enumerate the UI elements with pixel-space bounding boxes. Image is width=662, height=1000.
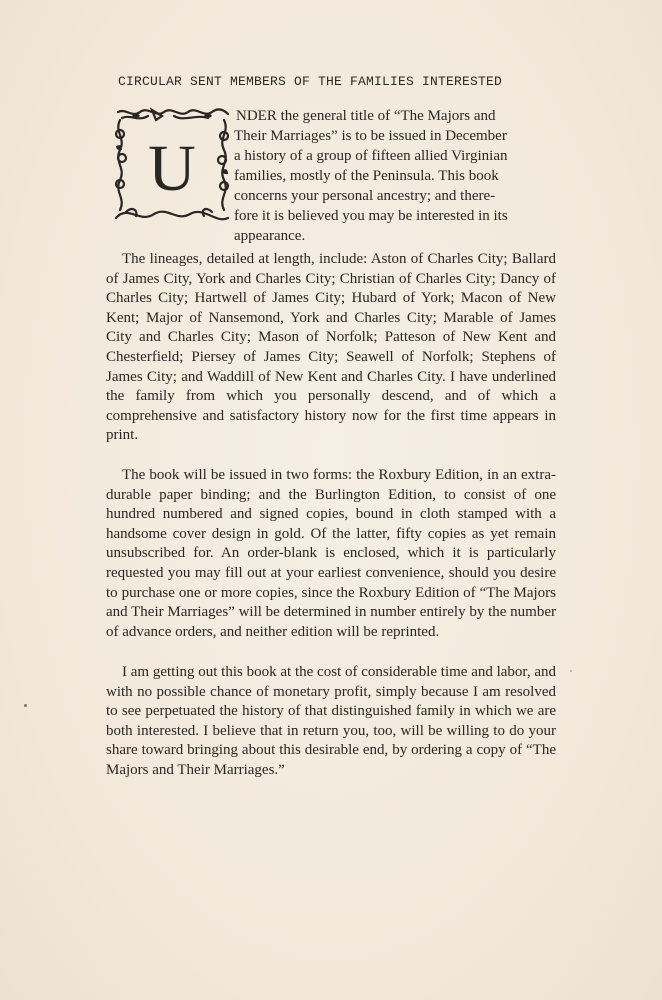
body-paragraph (106, 663, 556, 781)
initial-letter: U (148, 132, 196, 205)
paragraph-text: The book will be issued in two forms: the Roxbury Edition, in an extra-durable paper binding; and the Burlington Edition, to consist of one hundred numbered and signed copies, bound in cloth stamped with a handsome cover design in gold. Of the latter, fifty copies as yet remain unsubscribed for. An order-blank is enclosed, which it is particularly requested you may fill out at your earliest convenience, should you desire to purchase one or more copies, since the Roxbury Edition of “The Majors and Their Marriages” will be determined in number entirely by the number of advance orders, and neither edition will be reprinted. (106, 467, 556, 640)
paper-speck (24, 704, 27, 707)
paragraph-text: The lineages, detailed at length, include: Aston of Charles City; Ballard of James City, York and Charles City; Christian of Charles City; Dancy of Charles City; Hartwell of James City; Hubard of York; Macon of New Kent; Major of Nansemond, York and Charles City; Marable of James City and Charles City; Mason of Norfolk; Patteson of New Kent and Chesterfield; Piersey of James City; Seawell of Norfolk; Stephens of James City; and Waddill of New Kent and Charles City. I have underlined the family from which you personally descend, and of which a comprehensive and satisfactory history now for the first time appears in print. (106, 251, 556, 444)
ornamental-frame-icon (112, 106, 232, 224)
intro-line: Their Marriages” is to be issued in December (234, 128, 507, 144)
intro-line: fore it is believed you may be interested in its (234, 208, 508, 224)
intro-line: concerns your personal ancestry; and there- (234, 188, 496, 204)
intro-line: families, mostly of the Peninsula. This book (234, 168, 499, 184)
paper-speck (570, 670, 572, 672)
paragraph-text: I am getting out this book at the cost of considerable time and labor, and with no possible chance of monetary profit, simply because I am resolved to see perpetuated the history of that distinguished family in which we are both interested. I believe that in return you, too, will be willing to do your share toward bringing about this desirable end, by ordering a copy of “The Majors and Their Marriages.” (106, 664, 556, 778)
body-paragraph (106, 250, 556, 446)
page-header: CIRCULAR SENT MEMBERS OF THE FAMILIES INTERESTED (118, 74, 503, 89)
intro-line: appearance. (234, 228, 306, 244)
intro-line: a history of a group of fifteen allied Virginian (234, 148, 508, 164)
body-paragraph (106, 466, 556, 642)
intro-line: NDER the general title of “The Majors and (236, 108, 496, 124)
decorated-initial (112, 106, 232, 224)
